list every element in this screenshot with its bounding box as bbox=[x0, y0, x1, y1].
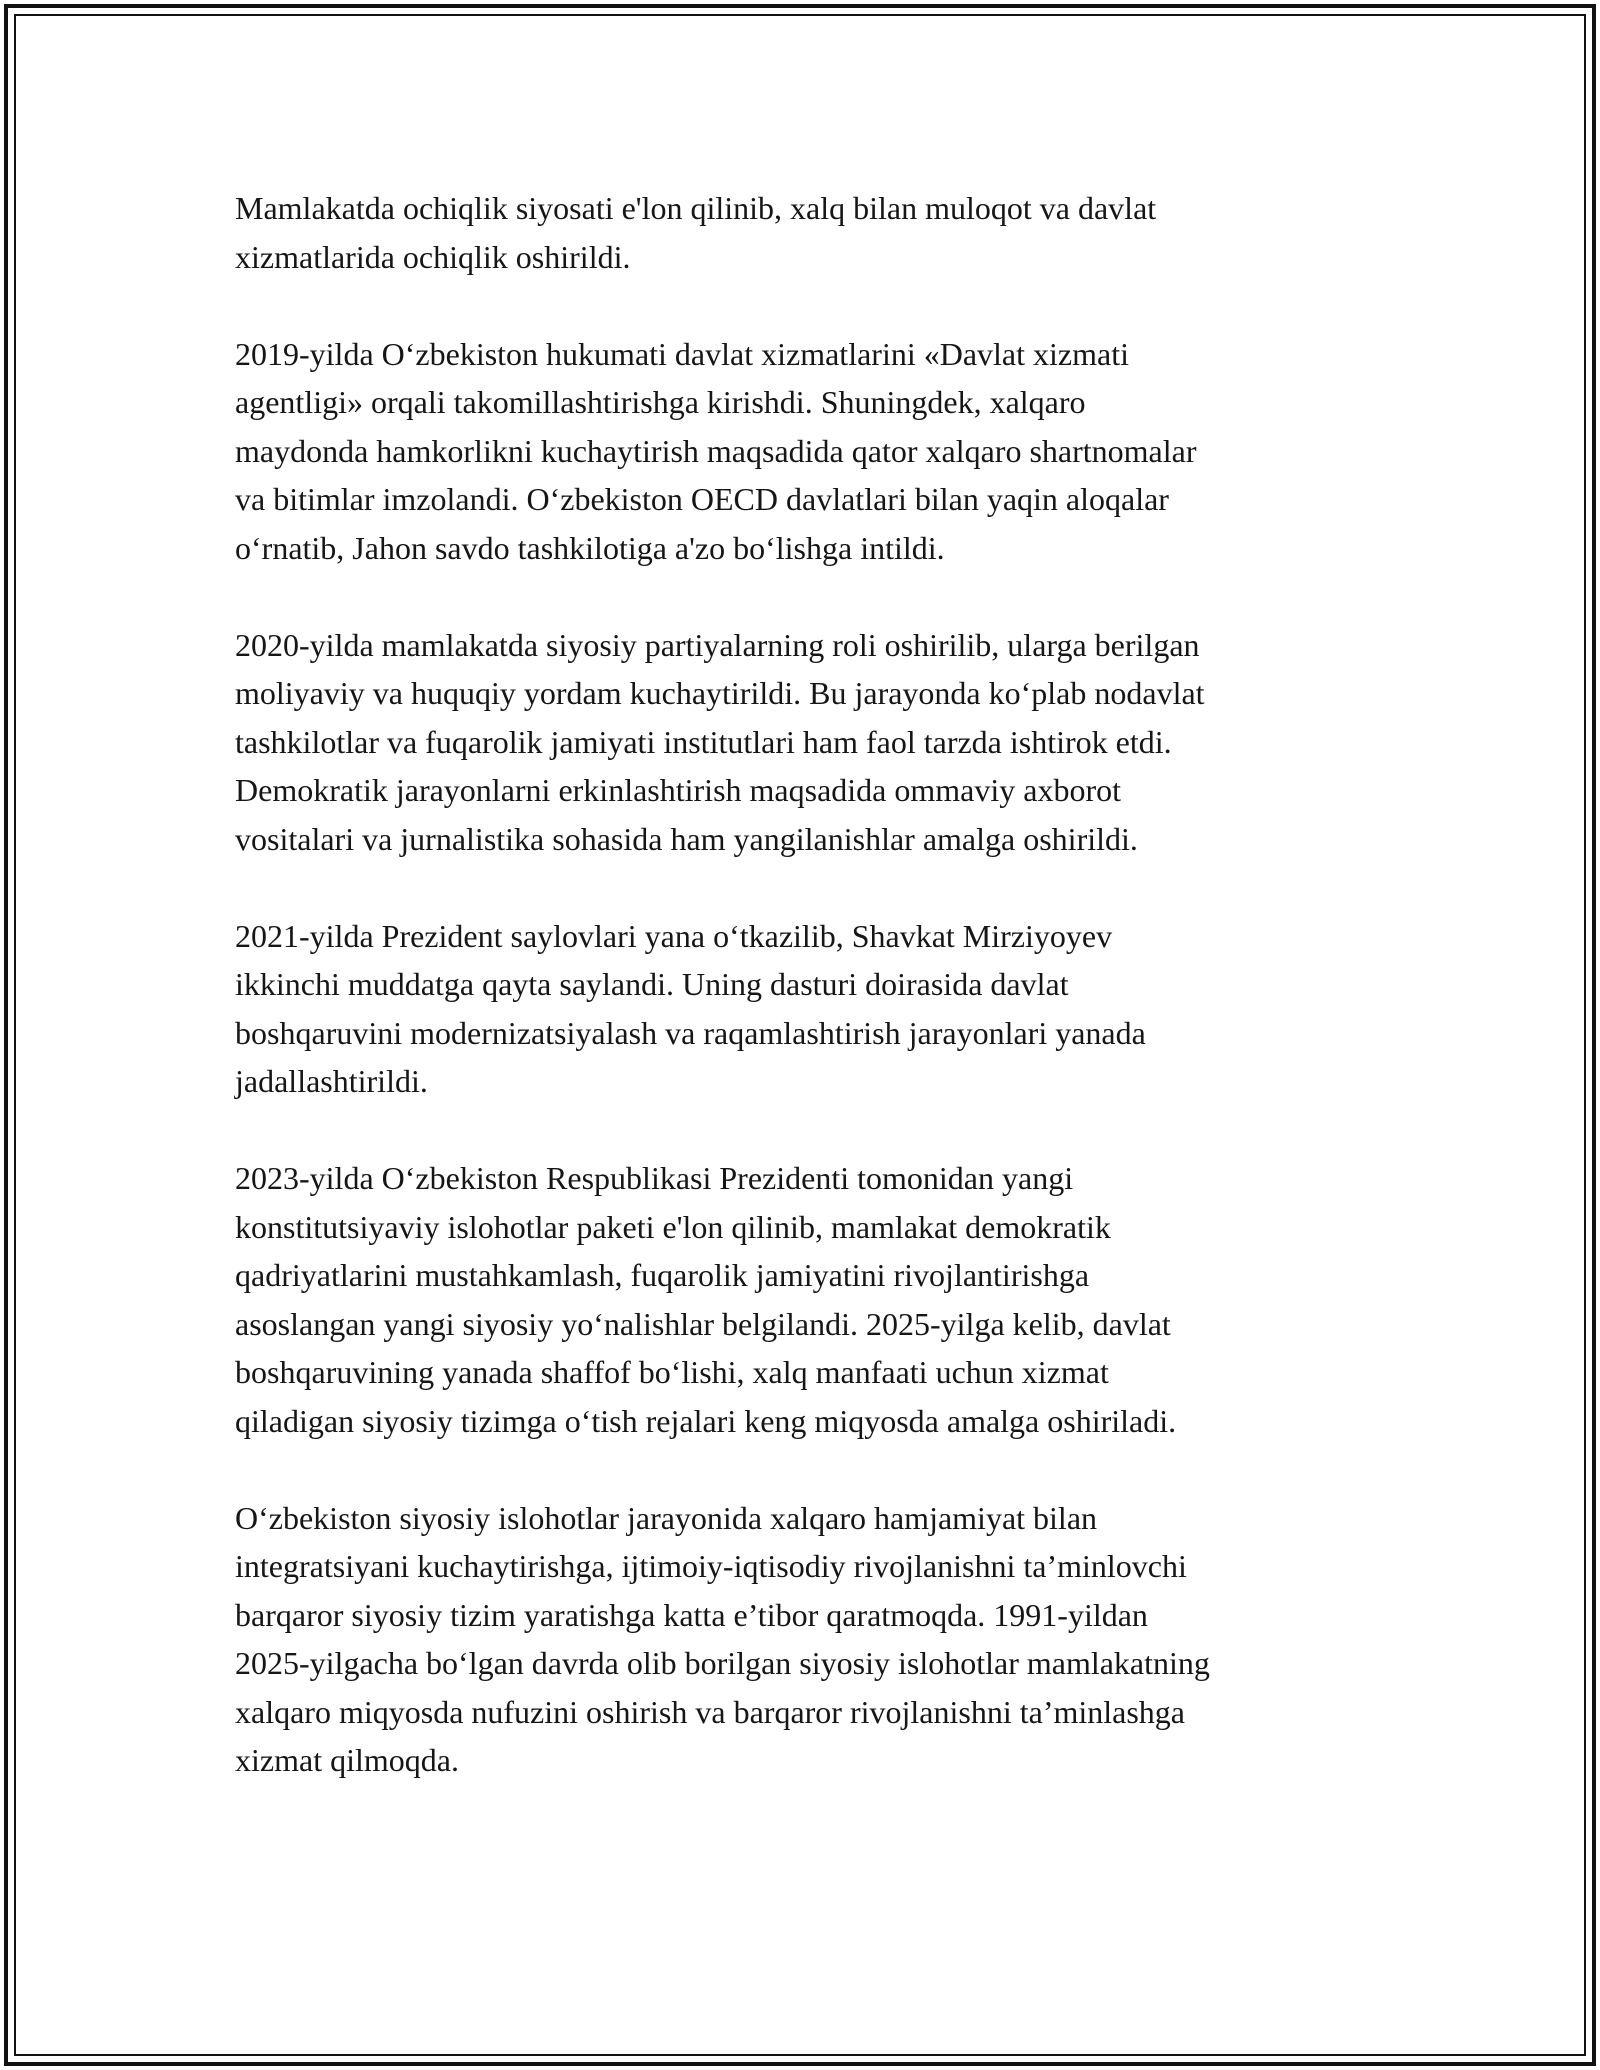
paragraph-2023: 2023-yilda O‘zbekiston Respublikasi Prezidenti tomonidan yangi konstitutsiyaviy islohotlar paketi e'lon qilinib, mamlakat demokratik qadriyatlarini mustahkamlash, fuqarolik jamiyatini rivojlantirishga asoslangan yangi siyosiy yo‘nalishlar belgilandi. 2025-yilga kelib, davlat boshqaruvining yanada shaffof bo‘lishi, xalq manfaati uchun xizmat qiladigan siyosiy tizimga o‘tish rejalari keng miqyosda amalga oshiriladi. bbox=[235, 1160, 1177, 1439]
paragraph-2021: 2021-yilda Prezident saylovlari yana o‘tkazilib, Shavkat Mirziyoyev ikkinchi muddatga qayta saylandi. Uning dasturi doirasida davlat boshqaruvini modernizatsiyalash va raqamlashtirish jarayonlari yanada jadallashtirildi. bbox=[235, 917, 1146, 1099]
paragraph-openness-policy: Mamlakatda ochiqlik siyosati e'lon qilinib, xalq bilan muloqot va davlat xizmatlarida ochiqlik oshirildi. bbox=[235, 190, 1157, 275]
paragraph-conclusion: O‘zbekiston siyosiy islohotlar jarayonida xalqaro hamjamiyat bilan integratsiyani kuchaytirishga, ijtimoiy-iqtisodiy rivojlanishni ta’minlovchi barqaror siyosiy tizim yaratishga katta e’tibor qaratmoqda. 1991-yildan 2025-yilgacha bo‘lgan davrda olib borilgan siyosiy islohotlar mamlakatning xalqaro miqyosda nufuzini oshirish va barqaror rivojlanishni ta’minlashga xizmat qilmoqda. bbox=[235, 1499, 1210, 1778]
paragraph-2019: 2019-yilda O‘zbekiston hukumati davlat xizmatlarini «Davlat xizmati agentligi» orqali takomillashtirishga kirishdi. Shuningdek, xalqaro maydonda hamkorlikni kuchaytirish maqsadida qator xalqaro shartnomalar va bitimlar imzolandi. O‘zbekiston OECD davlatlari bilan yaqin aloqalar o‘rnatib, Jahon savdo tashkilotiga a'zo bo‘lishga intildi. bbox=[235, 335, 1197, 566]
document-body bbox=[235, 184, 1375, 1785]
paragraph-2020: 2020-yilda mamlakatda siyosiy partiyalarning roli oshirilib, ularga berilgan moliyaviy va huquqiy yordam kuchaytirildi. Bu jarayonda ko‘plab nodavlat tashkilotlar va fuqarolik jamiyati institutlari ham faol tarzda ishtirok etdi. Demokratik jarayonlarni erkinlashtirish maqsadida ommaviy axborot vositalari va jurnalistika sohasida ham yangilanishlar amalga oshirildi. bbox=[235, 626, 1205, 857]
